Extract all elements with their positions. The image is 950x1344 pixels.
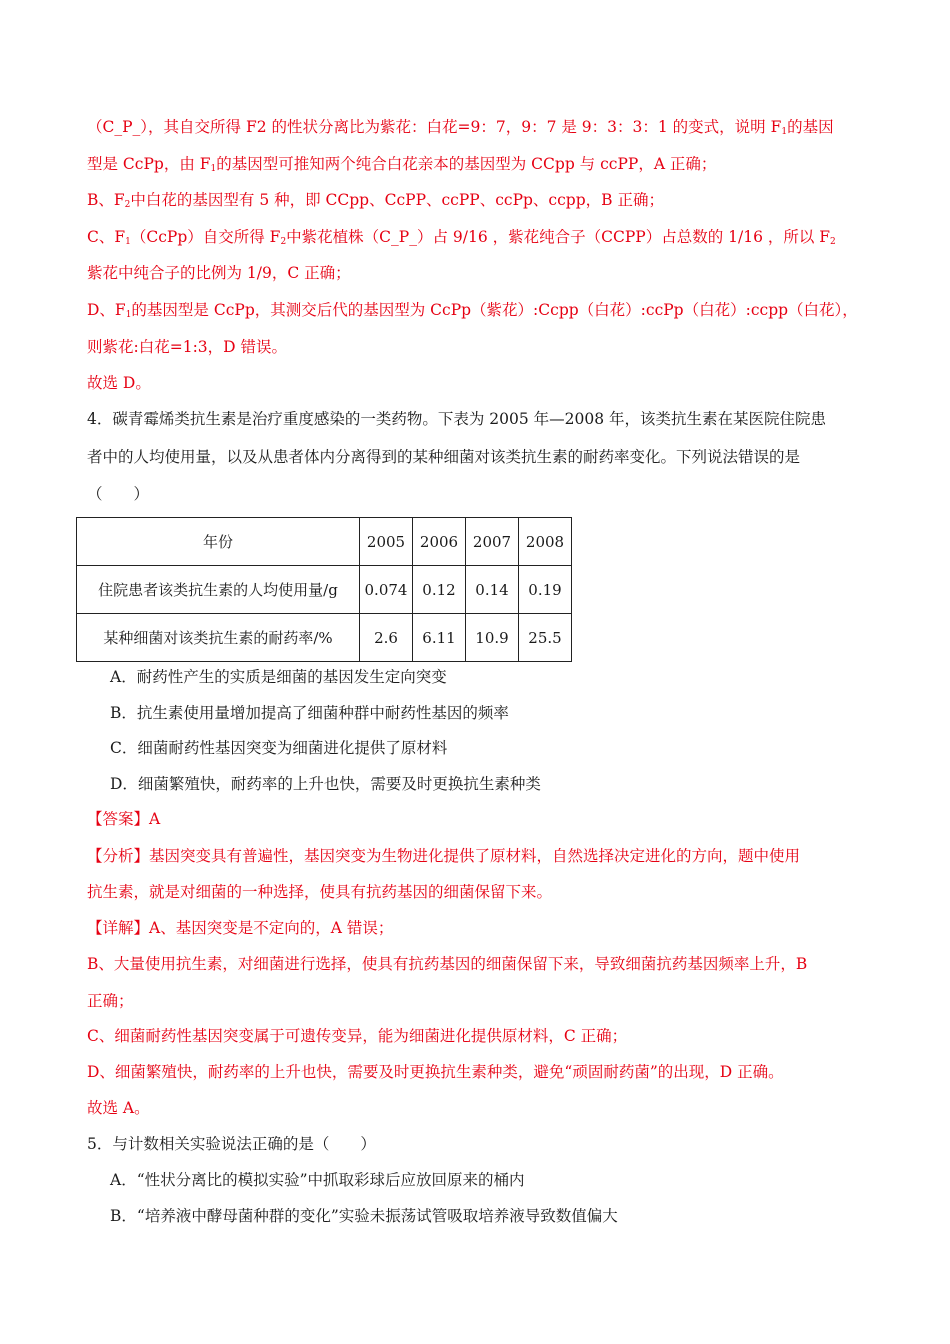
option-a: A．“性状分离比的模拟实验”中抓取彩球后应放回原来的桶内 (110, 1171, 525, 1189)
table-cell: 2.6 (360, 614, 413, 662)
table-cell: 某种细菌对该类抗生素的耐药率/% (77, 614, 360, 662)
table-cell: 25.5 (519, 614, 572, 662)
question-stem: 者中的人均使用量，以及从患者体内分离得到的某种细菌对该类抗生素的耐药率变化。下列说法错误的是 (87, 448, 801, 466)
solution-line: B、$F_2$中白花的基因型有 5 种，即 CCpp、CcPP、ccPP、ccPp、ccpp，B 正确； (87, 191, 664, 210)
table-cell: 10.9 (466, 614, 519, 662)
solution-line: D、$F_1$的基因型是 CcPp，其测交后代的基因型为 CcPp（紫花）:Ccpp（白花）:ccPp（白花）:ccpp（白花）， (87, 301, 858, 320)
detail-text: 正确； (87, 992, 134, 1010)
table-cell: 2006 (413, 518, 466, 566)
table-cell: 2008 (519, 518, 572, 566)
solution-conclusion: 故选 A。 (87, 1099, 150, 1117)
solution-line: 紫花中纯合子的比例为 1/9，C 正确； (87, 264, 351, 282)
table-cell: 2007 (466, 518, 519, 566)
detail-text: D、细菌繁殖快，耐药率的上升也快，需要及时更换抗生素种类，避免“顽固耐药菌”的出现，D 正确。 (87, 1063, 784, 1081)
detail-text: C、细菌耐药性基因突变属于可遗传变异，能为细菌进化提供原材料，C 正确； (87, 1027, 628, 1045)
detail-text: B、大量使用抗生素，对细菌进行选择，使具有抗药基因的细菌保留下来，导致细菌抗药基因频率上升，B (87, 955, 808, 973)
table-row (77, 566, 572, 614)
table-cell: 0.12 (413, 566, 466, 614)
analysis-text: 抗生素，就是对细菌的一种选择，使具有抗药基因的细菌保留下来。 (87, 883, 553, 901)
question-stem: （ ） (87, 485, 150, 503)
solution-conclusion: 故选 D。 (87, 374, 151, 392)
solution-line: （C_P_），其自交所得 F2 的性状分离比为紫花：白花=9：7，9：7 是 9：3：3：1 的变式，说明 $F_1$的基因 (87, 118, 834, 137)
solution-line: 型是 CcPp，由 $F_1$的基因型可推知两个纯合白花亲本的基因型为 CCpp 与 ccPP，A 正确； (87, 155, 717, 174)
data-table (76, 517, 572, 662)
option-a: A．耐药性产生的实质是细菌的基因发生定向突变 (110, 668, 447, 686)
solution-line: 则紫花:白花=1:3，D 错误。 (87, 338, 288, 356)
table-cell: 0.19 (519, 566, 572, 614)
table-row (77, 614, 572, 662)
table-cell: 6.11 (413, 614, 466, 662)
table-header-row (77, 518, 572, 566)
question-stem: 4．碳青霉烯类抗生素是治疗重度感染的一类药物。下表为 2005 年—2008 年，该类抗生素在某医院住院患 (87, 410, 827, 428)
answer-label: 【答案】A (87, 810, 161, 828)
option-c: C．细菌耐药性基因突变为细菌进化提供了原材料 (110, 739, 448, 757)
detail-text: 【详解】A、基因突变是不定向的，A 错误； (87, 919, 394, 937)
table-cell: 住院患者该类抗生素的人均使用量/g (77, 566, 360, 614)
option-b: B．抗生素使用量增加提高了细菌种群中耐药性基因的频率 (110, 704, 509, 722)
option-d: D．细菌繁殖快，耐药率的上升也快，需要及时更换抗生素种类 (110, 775, 541, 793)
analysis-text: 【分析】基因突变具有普遍性，基因突变为生物进化提供了原材料，自然选择决定进化的方向，题中使用 (87, 847, 801, 865)
table-cell: 年份 (77, 518, 360, 566)
table-cell: 0.14 (466, 566, 519, 614)
table-cell: 0.074 (360, 566, 413, 614)
solution-line: C、$F_1(CcPp)$自交所得 $F_2$中紫花植株（C_P_）占 9/16 ，紫花纯合子（CCPP）占总数的 1/16 ，所以 $F_2$ (87, 228, 836, 247)
question-stem: 5．与计数相关实验说法正确的是（ ） (87, 1135, 376, 1153)
table-cell: 2005 (360, 518, 413, 566)
option-b: B．“培养液中酵母菌种群的变化”实验未振荡试管吸取培养液导致数值偏大 (110, 1207, 618, 1225)
